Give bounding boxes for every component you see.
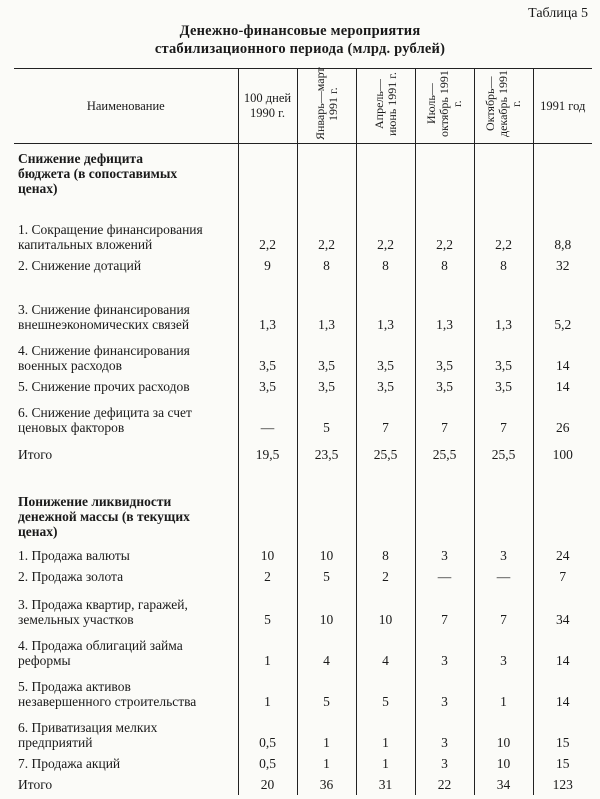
row-name: Итого	[18, 777, 53, 792]
row-value: 1	[297, 753, 356, 774]
empty-cell	[238, 465, 297, 539]
row-value: 3,5	[474, 335, 533, 376]
row-name: 3. Снижение финансирования внешнеэкономических связей	[18, 302, 190, 332]
table-row	[14, 438, 592, 465]
section-title: Снижение дефицита бюджета (в сопоставимых ценах)	[18, 151, 178, 196]
row-value: 8	[356, 255, 415, 276]
row-value: 1,3	[297, 276, 356, 335]
table-row	[14, 397, 592, 438]
table-row	[14, 671, 592, 712]
row-value: 1,3	[238, 276, 297, 335]
row-value: 3,5	[238, 376, 297, 397]
header-100-days: 100 дней 1990 г.	[238, 69, 297, 144]
row-name: 1. Сокращение финансирования капитальных вложений	[18, 222, 203, 252]
row-name: 2. Продажа золота	[18, 569, 124, 584]
row-value: 10	[474, 712, 533, 753]
row-name: 7. Продажа акций	[18, 756, 121, 771]
header-apr-jun: Апрель—июнь 1991 г.	[356, 69, 415, 144]
table-body	[14, 144, 592, 796]
row-value: 34	[533, 587, 592, 630]
row-value: 3	[415, 671, 474, 712]
row-value: 14	[533, 335, 592, 376]
row-value: 8	[415, 255, 474, 276]
row-value: 10	[356, 587, 415, 630]
row-value: 3	[415, 753, 474, 774]
row-value: 9	[238, 255, 297, 276]
row-value: 25,5	[474, 438, 533, 465]
row-name: 6. Снижение дефицита за счет ценовых факторов	[18, 405, 192, 435]
row-value: 2,2	[356, 196, 415, 255]
row-value: 7	[415, 397, 474, 438]
row-value: 10	[238, 539, 297, 566]
row-value: 8	[474, 255, 533, 276]
table-row	[14, 712, 592, 753]
row-value: 5	[356, 671, 415, 712]
row-value: 5	[297, 397, 356, 438]
empty-cell	[474, 465, 533, 539]
table-title	[0, 22, 600, 58]
row-value: 5	[297, 671, 356, 712]
empty-cell	[356, 144, 415, 197]
row-value: —	[474, 566, 533, 587]
row-value: 19,5	[238, 438, 297, 465]
row-name: 4. Продажа облигаций займа реформы	[18, 638, 183, 668]
empty-cell	[297, 465, 356, 539]
empty-cell	[356, 465, 415, 539]
row-name: 3. Продажа квартир, гаражей, земельных участков	[18, 597, 188, 627]
row-value: 14	[533, 376, 592, 397]
row-value: 1,3	[356, 276, 415, 335]
row-value: 4	[356, 630, 415, 671]
row-value: 3,5	[415, 335, 474, 376]
row-value: 7	[474, 587, 533, 630]
row-value: 0,5	[238, 753, 297, 774]
header-oct-dec: Октябрь—декабрь 1991 г.	[474, 69, 533, 144]
row-value: 3	[415, 630, 474, 671]
table-row	[14, 566, 592, 587]
row-value: 32	[533, 255, 592, 276]
row-value: 1,3	[474, 276, 533, 335]
row-value: 10	[297, 587, 356, 630]
table-number: Таблица 5	[528, 6, 588, 21]
row-name: Итого	[18, 447, 53, 462]
row-value: 2,2	[238, 196, 297, 255]
title-line-1: Денежно-финансовые мероприятия	[179, 23, 421, 39]
row-value: 3	[474, 539, 533, 566]
row-value: 31	[356, 774, 415, 795]
header-year: 1991 год	[533, 69, 592, 144]
row-value: 25,5	[415, 438, 474, 465]
row-value: 26	[533, 397, 592, 438]
empty-cell	[415, 144, 474, 197]
row-value: 2,2	[297, 196, 356, 255]
empty-cell	[238, 144, 297, 197]
table-row	[14, 630, 592, 671]
table-row	[14, 376, 592, 397]
empty-cell	[533, 144, 592, 197]
row-value: 15	[533, 753, 592, 774]
empty-cell	[474, 144, 533, 197]
header-name: Наименование	[14, 69, 238, 144]
table-row	[14, 335, 592, 376]
row-value: 24	[533, 539, 592, 566]
row-value: 3,5	[297, 335, 356, 376]
row-value: 14	[533, 630, 592, 671]
row-value: —	[415, 566, 474, 587]
row-value: 15	[533, 712, 592, 753]
table-row	[14, 753, 592, 774]
row-value: 0,5	[238, 712, 297, 753]
row-value: 3,5	[356, 376, 415, 397]
row-value: 7	[415, 587, 474, 630]
row-value: 3,5	[356, 335, 415, 376]
row-name: 5. Продажа активов незавершенного строительства	[18, 679, 197, 709]
row-value: 10	[474, 753, 533, 774]
row-name: 1. Продажа валюты	[18, 548, 130, 563]
row-name: 2. Снижение дотаций	[18, 258, 142, 273]
row-value: 7	[533, 566, 592, 587]
section-header	[14, 465, 592, 539]
row-value: 34	[474, 774, 533, 795]
row-value: 5	[297, 566, 356, 587]
row-value: 22	[415, 774, 474, 795]
row-value: 1	[356, 753, 415, 774]
row-value: 100	[533, 438, 592, 465]
row-value: 3,5	[297, 376, 356, 397]
row-value: 8	[356, 539, 415, 566]
row-value: 20	[238, 774, 297, 795]
empty-cell	[297, 144, 356, 197]
row-value: 2	[356, 566, 415, 587]
empty-cell	[533, 465, 592, 539]
row-value: 3	[474, 630, 533, 671]
table-row	[14, 276, 592, 335]
row-value: 1	[356, 712, 415, 753]
table-row	[14, 255, 592, 276]
section-title: Понижение ликвидности денежной массы (в текущих ценах)	[18, 494, 190, 539]
title-line-2: стабилизационного периода (млрд. рублей)	[154, 41, 446, 57]
row-value: 1	[297, 712, 356, 753]
header-jan-mar: Январь—март 1991 г.	[297, 69, 356, 144]
data-table	[14, 68, 592, 795]
row-value: 3	[415, 712, 474, 753]
header-jul-oct: Июль—октябрь 1991 г.	[415, 69, 474, 144]
row-name: 4. Снижение финансирования военных расходов	[18, 343, 190, 373]
section-header	[14, 144, 592, 197]
row-value: 5	[238, 587, 297, 630]
table-row	[14, 587, 592, 630]
empty-cell	[415, 465, 474, 539]
row-value: 1	[474, 671, 533, 712]
table-row	[14, 196, 592, 255]
row-value: 4	[297, 630, 356, 671]
row-value: 5,2	[533, 276, 592, 335]
row-value: 23,5	[297, 438, 356, 465]
row-value: 10	[297, 539, 356, 566]
row-value: 3,5	[238, 335, 297, 376]
row-value: 25,5	[356, 438, 415, 465]
row-value: 2,2	[474, 196, 533, 255]
row-name: 5. Снижение прочих расходов	[18, 379, 190, 394]
row-value: 7	[474, 397, 533, 438]
row-value: 123	[533, 774, 592, 795]
row-value: 2,2	[415, 196, 474, 255]
row-value: 3	[415, 539, 474, 566]
row-value: 36	[297, 774, 356, 795]
header-row	[14, 69, 592, 144]
row-value: 8,8	[533, 196, 592, 255]
row-value: 3,5	[474, 376, 533, 397]
row-value: 1	[238, 630, 297, 671]
table-row	[14, 774, 592, 795]
row-name: 6. Приватизация мелких предприятий	[18, 720, 158, 750]
table-row	[14, 539, 592, 566]
row-value: 1	[238, 671, 297, 712]
row-value: 1,3	[415, 276, 474, 335]
row-value: 2	[238, 566, 297, 587]
row-value: 3,5	[415, 376, 474, 397]
row-value: 7	[356, 397, 415, 438]
row-value: 8	[297, 255, 356, 276]
row-value: —	[238, 397, 297, 438]
row-value: 14	[533, 671, 592, 712]
